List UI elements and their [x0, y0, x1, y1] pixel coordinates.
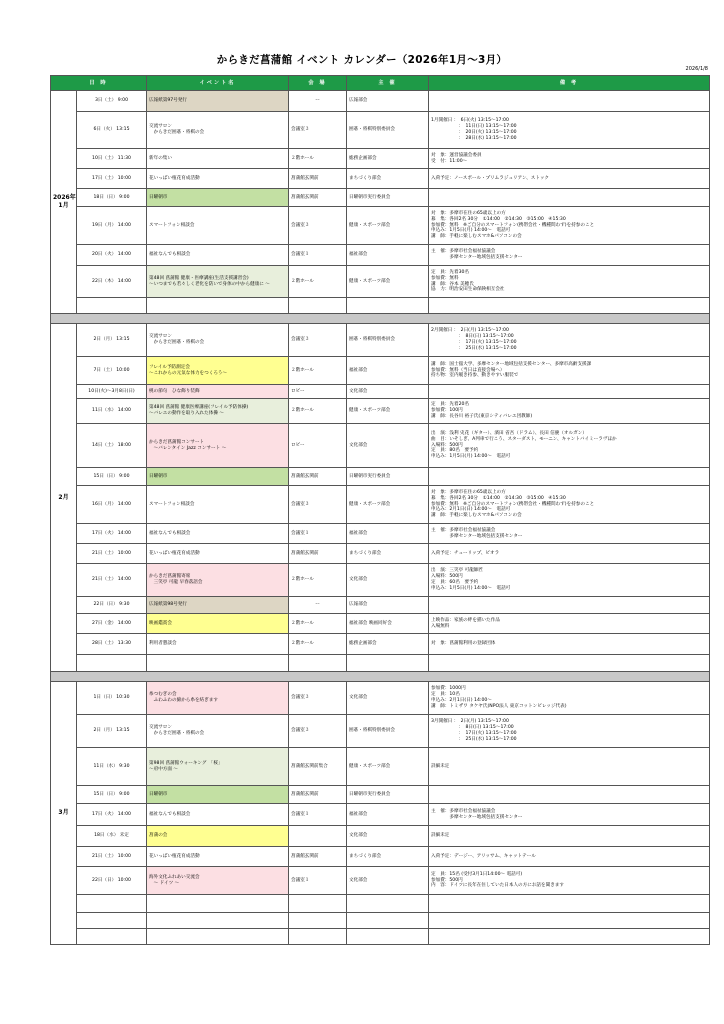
- event-venue: ２階ホール: [289, 564, 347, 597]
- header-organizer: 主 催: [347, 76, 429, 91]
- event-datetime: 11日（水） 14:00: [77, 399, 147, 424]
- event-name: 花いっぱい植花育成活動: [147, 169, 289, 189]
- event-organizer: [347, 655, 429, 672]
- event-notes: [429, 895, 710, 913]
- table-row: [51, 682, 710, 715]
- event-name: 新年の集い: [147, 149, 289, 169]
- event-name: 交流サロン からきだ囲碁・将棋の会: [147, 112, 289, 149]
- event-name: 映画鑑賞会: [147, 614, 289, 634]
- table-row: [51, 91, 710, 112]
- event-organizer: 日曜朝市実行委員会: [347, 189, 429, 207]
- event-notes: [429, 189, 710, 207]
- event-datetime: [77, 913, 147, 929]
- event-name: [147, 655, 289, 672]
- event-name: 交流サロン からきだ囲碁・将棋の会: [147, 324, 289, 357]
- table-header-row: [51, 76, 710, 91]
- event-notes: 1月開催日 ： 6日(火) 13:15〜17:00 ： 11日(日) 13:15〜17:00 ： 20日(火) 13:15〜17:00 ： 28日(水) 13:15〜17:00: [429, 112, 710, 149]
- event-datetime: 7日（土） 10:00: [77, 357, 147, 385]
- table-row: [51, 826, 710, 847]
- event-venue: ロビー: [289, 385, 347, 399]
- event-organizer: 総務企画部会: [347, 149, 429, 169]
- event-venue: ２階ホール: [289, 149, 347, 169]
- event-notes: 出 演：三笑亭 可龍師匠 入場料：500円 定 員：60名 要予約 申込み：1月5日(月) 14:00〜 電話可: [429, 564, 710, 597]
- event-venue: 菖蒲館玄関前: [289, 169, 347, 189]
- event-notes: 参加費：1000円 定 員：10名 申込み：2月1日(日) 14:00〜 講 師：トミザワ タケヤ氏(NPO法人 東京コットンビレッジ代表): [429, 682, 710, 715]
- month-separator: [51, 314, 710, 324]
- table-row: [51, 424, 710, 468]
- event-name: スマートフォン相談会: [147, 207, 289, 245]
- event-organizer: 文化部会: [347, 424, 429, 468]
- event-notes: 入荷予定：デージー、アリッサム、キャットテール: [429, 847, 710, 867]
- event-datetime: 21日（土） 10:00: [77, 544, 147, 564]
- table-row: [51, 266, 710, 298]
- table-row: [51, 149, 710, 169]
- event-venue: [289, 655, 347, 672]
- event-venue: 会議室３: [289, 715, 347, 748]
- month-label: 3月: [51, 682, 77, 945]
- event-notes: 定 員：先着30名 参加費：無料 講 師：谷本 美穂氏 協 力：明治安田生命保険相互会社: [429, 266, 710, 298]
- event-name: 菖蒲の会: [147, 826, 289, 847]
- event-organizer: 健康・スポーツ部会: [347, 207, 429, 245]
- event-venue: 会議室１: [289, 867, 347, 895]
- event-name: スマートフォン相談会: [147, 486, 289, 524]
- event-venue: ２階ホール: [289, 266, 347, 298]
- event-organizer: 総務企画部会: [347, 634, 429, 655]
- table-row: [51, 913, 710, 929]
- event-name: 交流サロン からきだ囲碁・将棋の会: [147, 715, 289, 748]
- event-datetime: 21日（土） 10:00: [77, 847, 147, 867]
- event-datetime: 21日（土） 14:00: [77, 564, 147, 597]
- event-datetime: 17日（火） 14:00: [77, 524, 147, 544]
- event-venue: 菖蒲館玄関前集合: [289, 748, 347, 786]
- event-organizer: 日曜朝市実行委員会: [347, 468, 429, 486]
- table-body: [51, 91, 710, 945]
- event-datetime: 14日（土） 18:00: [77, 424, 147, 468]
- event-organizer: 囲碁・将棋特別委員会: [347, 112, 429, 149]
- event-venue: 菖蒲館玄関前: [289, 189, 347, 207]
- event-datetime: 2日（月） 13:15: [77, 715, 147, 748]
- event-organizer: 広報部会: [347, 597, 429, 614]
- event-organizer: 福祉部会 映画同好会: [347, 614, 429, 634]
- issue-date: 2026/1/8: [685, 66, 708, 72]
- event-datetime: [77, 298, 147, 314]
- event-datetime: 10日(火)〜3月8日(日): [77, 385, 147, 399]
- event-notes: [429, 91, 710, 112]
- event-name: 福祉なんでも相談会: [147, 804, 289, 826]
- event-datetime: 22日（木） 14:00: [77, 266, 147, 298]
- table-row: [51, 544, 710, 564]
- event-organizer: 健康・スポーツ部会: [347, 399, 429, 424]
- event-datetime: 3日（土） 9:00: [77, 91, 147, 112]
- event-notes: [429, 597, 710, 614]
- event-notes: 定 員：15名 (受付3月1日14:00〜 電話可) 参加費：500円 内 容：ドイツに長年在住していた日本人の方にお話を聞きます: [429, 867, 710, 895]
- table-row: [51, 399, 710, 424]
- event-organizer: 文化部会: [347, 564, 429, 597]
- event-venue: ２階ホール: [289, 614, 347, 634]
- event-datetime: 28日（土） 13:30: [77, 634, 147, 655]
- event-venue: 会議室３: [289, 486, 347, 524]
- event-organizer: 文化部会: [347, 826, 429, 847]
- event-notes: 主 催：多摩市社会福祉協議会 多摩センター地域包括支援センター: [429, 524, 710, 544]
- event-venue: 会議室１: [289, 524, 347, 544]
- event-notes: 対 象：菖蒲館利用の登録団体: [429, 634, 710, 655]
- event-organizer: [347, 895, 429, 913]
- event-name: 花いっぱい植花育成活動: [147, 544, 289, 564]
- event-organizer: 文化部会: [347, 867, 429, 895]
- event-name: 日曜朝市: [147, 786, 289, 804]
- table-row: [51, 614, 710, 634]
- event-notes: 対 象：多摩市在住の65歳以上の方 募 集：各回2名 30分 ①14:00 ②14:30 ③15:00 ④15:30 参加費：無料 ※ご自分のスマートフォン(携帯会社・機種問わず)を持参のこと 申込み：1月5日(月) 14:00〜 電話可 講 師：手軽に楽しむスマホ&パソコンの会: [429, 207, 710, 245]
- month-label: 2月: [51, 324, 77, 672]
- header-venue: 会 場: [289, 76, 347, 91]
- event-organizer: 健康・スポーツ部会: [347, 748, 429, 786]
- event-venue: ー: [289, 91, 347, 112]
- event-venue: [289, 826, 347, 847]
- event-datetime: [77, 929, 147, 945]
- event-organizer: 福祉部会: [347, 524, 429, 544]
- event-notes: 対 象：運営協議会委員 受 付：11:00〜: [429, 149, 710, 169]
- event-name: からきだ菖蒲館コンサート 〜バレンタイン Jazz コンサート 〜: [147, 424, 289, 468]
- event-notes: 対 象：多摩市在住の65歳以上の方 募 集：各回2名 30分 ①14:00 ②14:30 ③15:00 ④15:30 参加費：無料 ※ご自分のスマートフォン(携帯会社・機種問わず)を持参のこと 申込み：2月1日(日) 14:00〜 電話可 講 師：手軽に楽しむスマホ&パソコンの会: [429, 486, 710, 524]
- event-notes: 2月開催日 ： 2日(月) 13:15〜17:00 ： 8日(日) 13:15〜17:00 ： 17日(火) 13:15〜17:00 ： 25日(水) 13:15〜17:00: [429, 324, 710, 357]
- event-organizer: 広報部会: [347, 91, 429, 112]
- event-notes: [429, 655, 710, 672]
- event-notes: 詳細未定: [429, 748, 710, 786]
- event-organizer: 囲碁・将棋特別委員会: [347, 715, 429, 748]
- event-venue: [289, 913, 347, 929]
- event-venue: 会議室１: [289, 245, 347, 266]
- event-datetime: [77, 895, 147, 913]
- event-name: 糸つむぎの会 ふわふわの綿から糸を紡ぎます: [147, 682, 289, 715]
- event-notes: [429, 468, 710, 486]
- event-notes: [429, 298, 710, 314]
- event-name: 第48回 菖蒲館 健康・医療講座(生活支援講習会) 〜いつまでも若々しく老化を防いで身体の中から健康に 〜: [147, 266, 289, 298]
- table-row: [51, 207, 710, 245]
- event-notes: 入荷予定：チューリップ、ビオラ: [429, 544, 710, 564]
- table-row: [51, 929, 710, 945]
- event-datetime: 6日（火） 13:15: [77, 112, 147, 149]
- table-row: [51, 298, 710, 314]
- event-datetime: 15日（日） 9:00: [77, 468, 147, 486]
- table-row: [51, 468, 710, 486]
- event-venue: 菖蒲館玄関前: [289, 847, 347, 867]
- event-venue: 会議室３: [289, 682, 347, 715]
- event-organizer: 福祉部会: [347, 245, 429, 266]
- event-name: 第48回 菖蒲館 健康医療講座(フレイル予防体操) 〜バレエの動作を取り入れた体操 〜: [147, 399, 289, 424]
- table-row: [51, 655, 710, 672]
- event-organizer: まちづくり部会: [347, 847, 429, 867]
- event-name: 広報紙第97号発行: [147, 91, 289, 112]
- table-row: [51, 189, 710, 207]
- event-venue: 会議室１: [289, 804, 347, 826]
- event-name: [147, 895, 289, 913]
- event-datetime: 11日（水） 9:30: [77, 748, 147, 786]
- table-row: [51, 245, 710, 266]
- event-datetime: 2日（月） 13:15: [77, 324, 147, 357]
- event-datetime: 10日（土） 11:30: [77, 149, 147, 169]
- table-row: [51, 385, 710, 399]
- event-datetime: 17日（火） 14:00: [77, 804, 147, 826]
- event-datetime: 17日（土） 10:00: [77, 169, 147, 189]
- event-venue: 会議室３: [289, 324, 347, 357]
- event-venue: [289, 929, 347, 945]
- event-organizer: 文化部会: [347, 385, 429, 399]
- event-notes: 定 員：先着20名 参加費：100円 講 師：長谷川 裕子氏(東京シティバレエ団教師): [429, 399, 710, 424]
- event-notes: [429, 786, 710, 804]
- event-notes: 3月開催日 ： 2日(月) 13:15〜17:00 ： 8日(日) 13:15〜17:00 ： 17日(火) 13:15〜17:00 ： 25日(水) 13:15〜17:00: [429, 715, 710, 748]
- event-datetime: 16日（月） 14:00: [77, 486, 147, 524]
- event-name: 福祉なんでも相談会: [147, 524, 289, 544]
- event-name: 花いっぱい植花育成活動: [147, 847, 289, 867]
- table-row: [51, 804, 710, 826]
- event-datetime: 22日（日） 9:30: [77, 597, 147, 614]
- table-row: [51, 715, 710, 748]
- event-organizer: 福祉部会: [347, 804, 429, 826]
- event-venue: 会議室３: [289, 112, 347, 149]
- header-event: イベント名: [147, 76, 289, 91]
- event-notes: 出 演：浅利 史花（ギター）、濱田 省吾（ドラム）、長田 信慶（オルガン） 曲 目：いそしぎ、A列車で行こう、スターダスト、モーニン、キャントバイミーラヴほか 入場料：500円 定 員：80名 要予約 申込み：1月5日(月) 14:00〜 電話可: [429, 424, 710, 468]
- table-row: [51, 564, 710, 597]
- month-separator: [51, 672, 710, 682]
- event-organizer: 日曜朝市実行委員会: [347, 786, 429, 804]
- event-calendar-table: [50, 75, 710, 945]
- event-organizer: [347, 298, 429, 314]
- month-separator-cell: [51, 672, 710, 682]
- event-datetime: 27日（金） 14:00: [77, 614, 147, 634]
- table-row: [51, 524, 710, 544]
- event-venue: ロビー: [289, 424, 347, 468]
- event-datetime: 19日（月） 14:00: [77, 207, 147, 245]
- event-name: 日曜朝市: [147, 189, 289, 207]
- event-notes: 入荷予定：ノースポール・プリムラジュリアン、ストック: [429, 169, 710, 189]
- table-row: [51, 786, 710, 804]
- event-name: 福祉なんでも相談会: [147, 245, 289, 266]
- event-datetime: [77, 655, 147, 672]
- event-venue: [289, 895, 347, 913]
- event-datetime: 18日（日） 9:00: [77, 189, 147, 207]
- table-row: [51, 324, 710, 357]
- event-organizer: 健康・スポーツ部会: [347, 486, 429, 524]
- event-datetime: 18日（水） 未定: [77, 826, 147, 847]
- table-row: [51, 486, 710, 524]
- table-row: [51, 867, 710, 895]
- event-notes: 上映作品：家族の絆を描いた作品 入場無料: [429, 614, 710, 634]
- event-notes: 講 師：国士舘大学、多摩センター地域包括支援センター、多摩市高齢支援課 参加費：無料（当日は直接会場へ） 持ち物：室内履き持参、動きやすい服装で: [429, 357, 710, 385]
- event-venue: [289, 298, 347, 314]
- table-row: [51, 895, 710, 913]
- event-name: [147, 913, 289, 929]
- event-name: 利用者懇談会: [147, 634, 289, 655]
- event-name: 広報紙第98号発行: [147, 597, 289, 614]
- month-label: 2026年 1月: [51, 91, 77, 314]
- event-organizer: [347, 929, 429, 945]
- header-notes: 備 考: [429, 76, 710, 91]
- event-organizer: [347, 913, 429, 929]
- event-organizer: 福祉部会: [347, 357, 429, 385]
- table-row: [51, 597, 710, 614]
- event-venue: 会議室３: [289, 207, 347, 245]
- event-venue: 菖蒲館玄関前: [289, 544, 347, 564]
- event-notes: 詳細未定: [429, 826, 710, 847]
- event-venue: ２階ホール: [289, 399, 347, 424]
- event-name: 海外文化ふれあい交流会 〜 ドイツ 〜: [147, 867, 289, 895]
- event-organizer: 文化部会: [347, 682, 429, 715]
- event-notes: [429, 913, 710, 929]
- event-venue: 菖蒲館玄関前: [289, 786, 347, 804]
- event-organizer: 健康・スポーツ部会: [347, 266, 429, 298]
- event-datetime: 22日（日） 10:00: [77, 867, 147, 895]
- event-name: フレイル予防測定会 〜これからの元気な体力をつくろう〜: [147, 357, 289, 385]
- event-notes: [429, 929, 710, 945]
- event-datetime: 1日（日） 10:30: [77, 682, 147, 715]
- month-separator-cell: [51, 314, 710, 324]
- event-venue: ２階ホール: [289, 634, 347, 655]
- event-venue: ー: [289, 597, 347, 614]
- event-venue: ２階ホール: [289, 357, 347, 385]
- table-row: [51, 357, 710, 385]
- event-name: [147, 298, 289, 314]
- table-row: [51, 169, 710, 189]
- event-datetime: 20日（火） 14:00: [77, 245, 147, 266]
- event-notes: [429, 385, 710, 399]
- table-row: [51, 634, 710, 655]
- table-row: [51, 748, 710, 786]
- event-name: [147, 929, 289, 945]
- event-organizer: まちづくり部会: [347, 544, 429, 564]
- table-row: [51, 112, 710, 149]
- event-name: からきだ菖蒲館寄席 三笑亭 可龍 早春落語会: [147, 564, 289, 597]
- event-venue: 菖蒲館玄関前: [289, 468, 347, 486]
- event-name: 桃の節句 ひな飾り装飾: [147, 385, 289, 399]
- event-name: 第98回 菖蒲館ウォーキング 「桜」 〜府中方面 〜: [147, 748, 289, 786]
- event-datetime: 15日（日） 9:00: [77, 786, 147, 804]
- table-row: [51, 847, 710, 867]
- event-notes: 主 催：多摩市社会福祉協議会 多摩センター地域包括支援センター: [429, 804, 710, 826]
- event-organizer: 囲碁・将棋特別委員会: [347, 324, 429, 357]
- event-organizer: まちづくり部会: [347, 169, 429, 189]
- event-name: 日曜朝市: [147, 468, 289, 486]
- page-title: からきだ菖蒲館 イベント カレンダー（2026年1月〜3月）: [216, 54, 508, 66]
- event-notes: 主 催：多摩市社会福祉協議会 多摩センター地域包括支援センター: [429, 245, 710, 266]
- header-datetime: 日 時: [51, 76, 147, 91]
